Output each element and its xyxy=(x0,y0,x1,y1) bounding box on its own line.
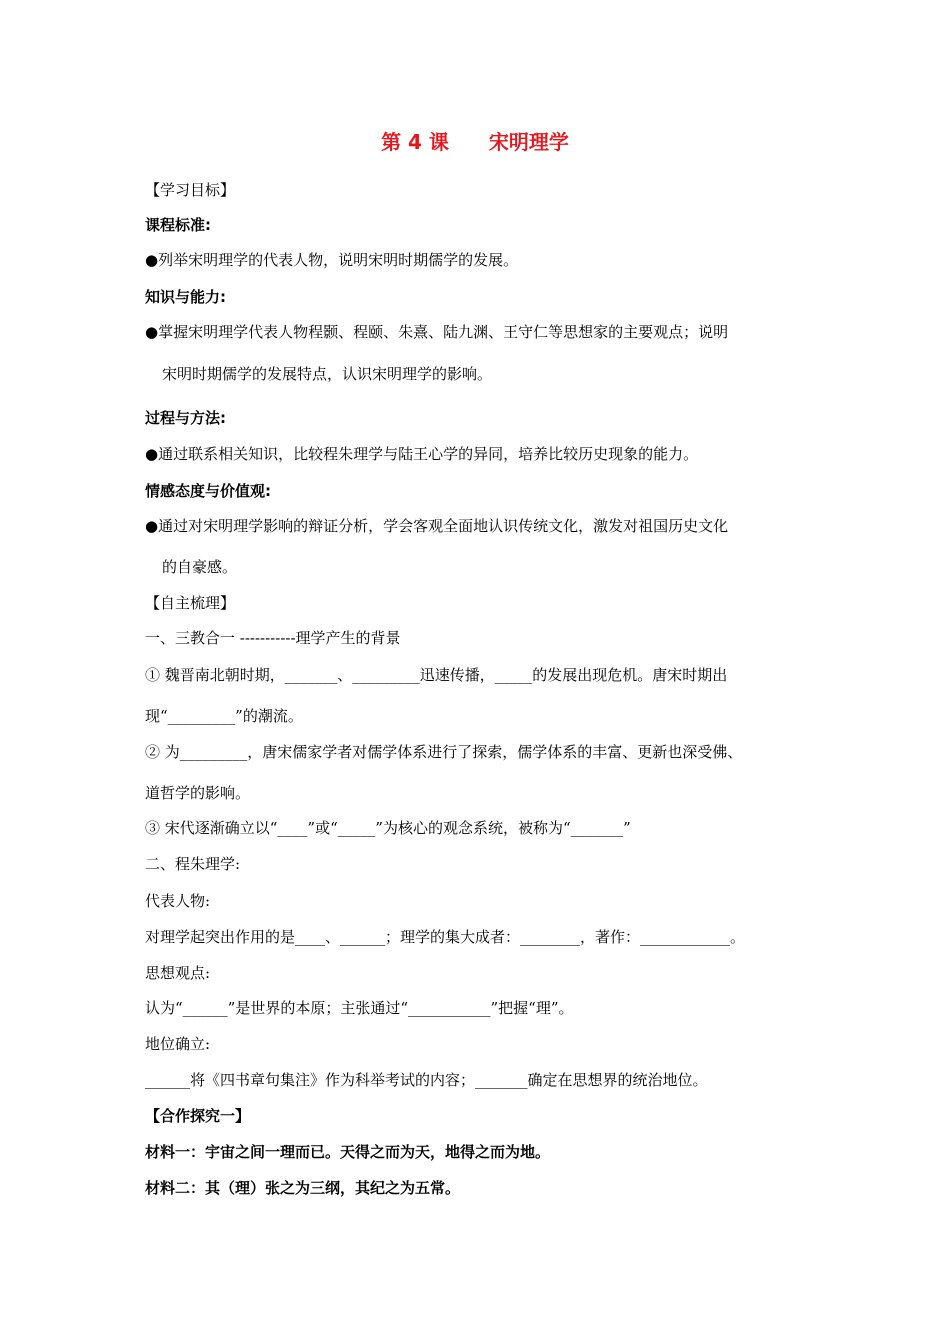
bullet-process-method: ●通过联系相关知识，比较程朱理学与陆王心学的异同，培养比较历史现象的能力。 xyxy=(145,445,699,463)
label-viewpoints: 思想观点: xyxy=(145,964,211,982)
fill-blank-status: ______将《四书章句集注》作为科举考试的内容；_______确定在思想界的统治地位。 xyxy=(145,1071,708,1089)
part-two-heading: 二、程朱理学: xyxy=(145,855,241,873)
bullet-curriculum-standard: ●列举宋明理学的代表人物，说明宋明时期儒学的发展。 xyxy=(145,251,519,269)
fill-blank-representatives: 对理学起突出作用的是____、______；理学的集大成者：________，著作：____________。 xyxy=(145,928,746,946)
section-heading-cooperative-inquiry: 【合作探究一】 xyxy=(145,1107,251,1125)
bullet-knowledge-ability-cont: 宋明时期儒学的发展特点，认识宋明理学的影响。 xyxy=(162,365,493,383)
subheading-process-method: 过程与方法: xyxy=(145,409,226,427)
section-heading-learning-goals: 【学习目标】 xyxy=(145,181,236,199)
fill-blank-item-3: ③ 宋代逐渐确立以“____”或“_____”为核心的观念系统，被称为“_______” xyxy=(145,819,631,837)
fill-blank-item-1-cont: 现“_________”的潮流。 xyxy=(145,707,303,725)
subheading-knowledge-ability: 知识与能力: xyxy=(145,288,226,306)
fill-blank-item-2: ② 为_________，唐宋儒家学者对儒学体系进行了探索，儒学体系的丰富、更新也深受佛、 xyxy=(145,743,743,761)
subheading-attitude-values: 情感态度与价值观: xyxy=(145,482,271,500)
fill-blank-viewpoints: 认为“______”是世界的本原；主张通过“___________”把握“理”。 xyxy=(145,999,574,1017)
bullet-attitude-values: ●通过对宋明理学影响的辩证分析，学会客观全面地认识传统文化，激发对祖国历史文化 xyxy=(145,517,729,535)
fill-blank-item-2-cont: 道哲学的影响。 xyxy=(145,784,251,802)
subheading-curriculum-standard: 课程标准: xyxy=(145,216,211,234)
label-status: 地位确立: xyxy=(145,1035,211,1053)
fill-blank-item-1: ① 魏晋南北朝时期，_______、_________迅速传播，_____的发展出现危机。唐宋时期出 xyxy=(145,666,728,684)
bullet-knowledge-ability: ●掌握宋明理学代表人物程颢、程颐、朱熹、陆九渊、王守仁等思想家的主要观点；说明 xyxy=(145,323,729,341)
lesson-title: 第 4 课 宋明理学 xyxy=(381,130,569,154)
material-two: 材料二：其（理）张之为三纲，其纪之为五常。 xyxy=(145,1179,461,1197)
label-representatives: 代表人物: xyxy=(145,892,211,910)
bullet-attitude-values-cont: 的自豪感。 xyxy=(162,558,238,576)
section-heading-self-review: 【自主梳理】 xyxy=(145,594,236,612)
part-one-heading: 一、三教合一 -----------理学产生的背景 xyxy=(145,629,401,647)
material-one: 材料一：宇宙之间一理而已。天得之而为天，地得之而为地。 xyxy=(145,1143,551,1161)
